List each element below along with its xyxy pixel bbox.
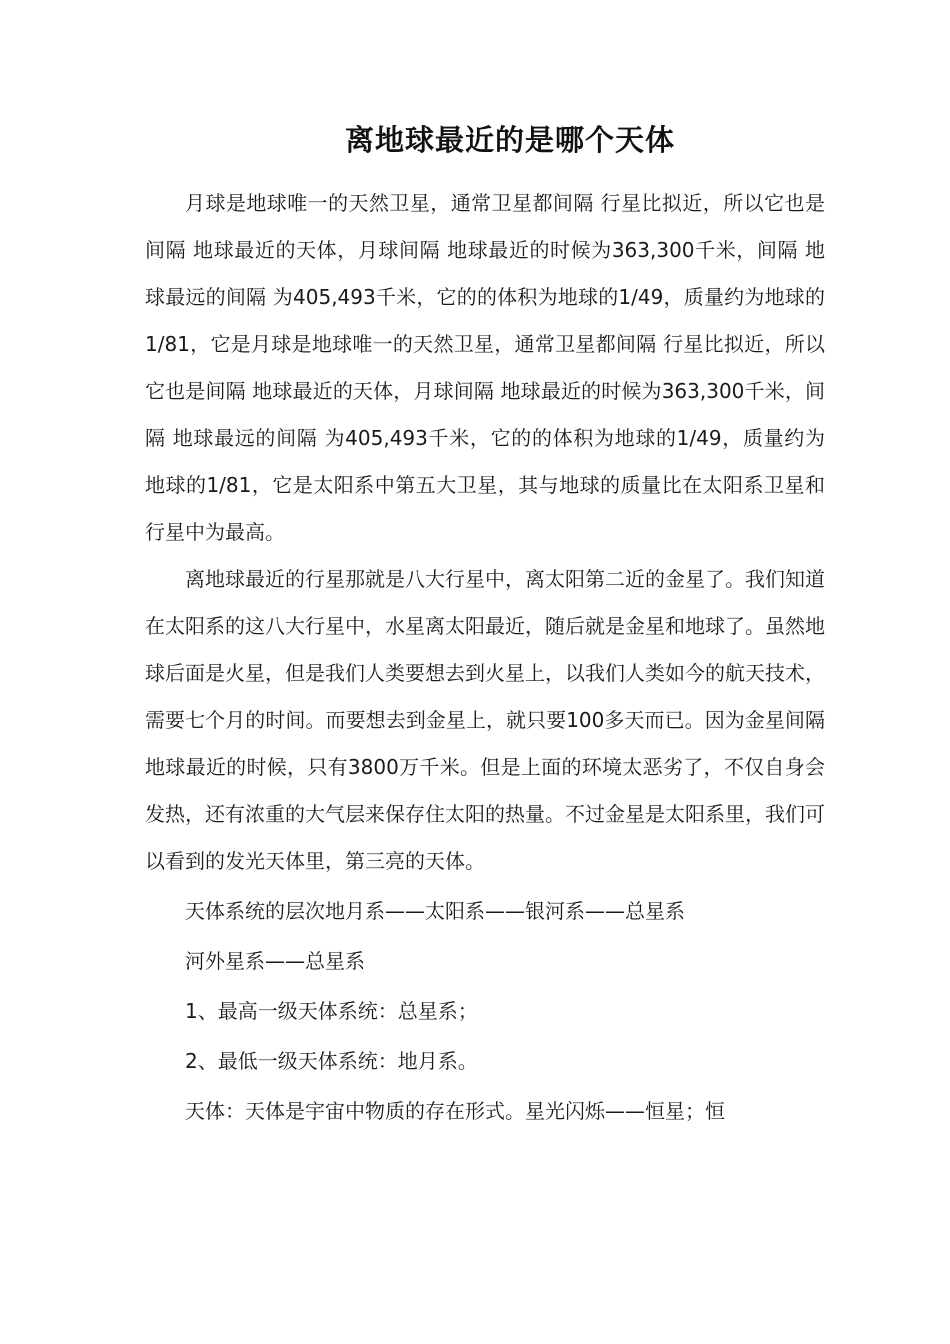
document-body bbox=[145, 180, 825, 1135]
paragraph-extragalactic: 河外星系——总星系 bbox=[185, 949, 365, 973]
paragraph-venus: 离地球最近的行星那就是八大行星中，离太阳第二近的金星了。我们知道在太阳系的这八大行星中，水星离太阳最近，随后就是金星和地球了。虽然地球后面是火星，但是我们人类要想去到火星上，以我们人类如今的航天技术，需要七个月的时间。而要想去到金星上，就只要100多天而已。因为金星间隔 地球最近的时候，只有3800万千米。但是上面的环境太恶劣了，不仅自身会发热，还有浓重的大气层来保存住太阳的热量。不过金星是太阳系里，我们可以看到的发光天体里，第三亮的天体。 bbox=[145, 567, 825, 873]
paragraph-moon: 月球是地球唯一的天然卫星，通常卫星都间隔 行星比拟近，所以它也是间隔 地球最近的天体，月球间隔 地球最近的时候为363,300千米，间隔 地球最远的间隔 为405,493千米，它的的体积为地球的1/49，质量约为地球的1/81，它是月球是地球唯一的天然卫星，通常卫星都间隔 行星比拟近，所以它也是间隔 地球最近的天体，月球间隔 地球最近的时候为363,300千米，间隔 地球最远的间隔 为405,493千米，它的的体积为地球的1/49，质量约为地球的1/81，它是太阳系中第五大卫星，其与地球的质量比在太阳系卫星和行星中为最高。 bbox=[145, 191, 825, 544]
list-item-highest: 1、最高一级天体系统：总星系； bbox=[185, 999, 478, 1023]
list-item-lowest: 2、最低一级天体系统：地月系。 bbox=[185, 1049, 478, 1073]
paragraph-celestial-body: 天体：天体是宇宙中物质的存在形式。星光闪烁——恒星；恒 bbox=[185, 1099, 725, 1123]
paragraph-hierarchy: 天体系统的层次地月系——太阳系——银河系——总星系 bbox=[185, 899, 685, 923]
document-title: 离地球最近的是哪个天体 bbox=[344, 123, 675, 157]
